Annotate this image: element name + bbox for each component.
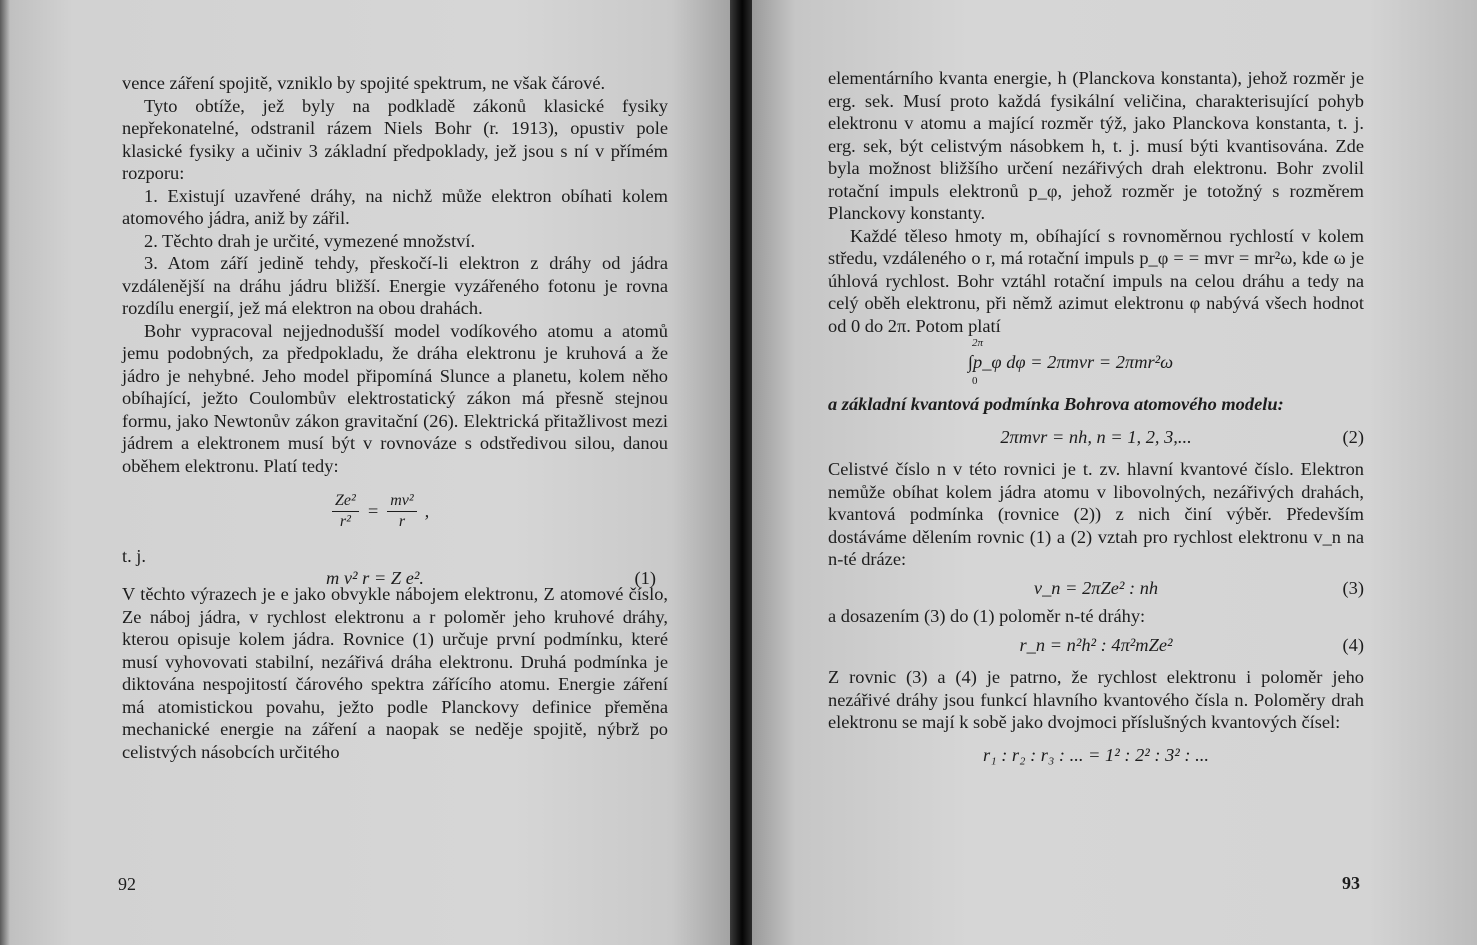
left-para-1: vence záření spojitě, vzniklo by spojité spektrum, ne však čárové. (122, 73, 606, 93)
left-para-3: Bohr vypracoval nejjednodušší model vodíkového atomu a atomů jemu podobných, za předpokladu, že dráha elektronu je kruhová a že jádro je nehybné. Jeho model připomíná Slunce a planetu, kolem něho obíhající, ježto Coulombův elektrostatický zákon má přesně stejnou formu, jako Newtonův zákon gravitační (26). Elektrická přitažlivost mezi jádrem a elektronem musí být v rovnováze s odstředivou silou, danou oběhem elektronu. Platí tedy: (122, 320, 668, 476)
right-page-text (828, 67, 1364, 766)
integral-lower-limit: 0 (972, 375, 978, 387)
left-item-1: 1. Existují uzavřené dráhy, na nichž může elektron obíhati kolem atomového jádra, aniž by zářil. (122, 185, 668, 228)
equation-1-row (122, 537, 668, 588)
right-para-1: elementárního kvanta energie, h (Planckova konstanta), jehož rozměr je erg. sek. Musí proto každá fysikální veličina, charakterisující pohyb elektronu v atomu a mající rozměr týž, jako Planckova konstanta, t. j. erg. sek, být celistvým násobkem h, t. j. musí býti kvantisována. Zde byla možnost bližšího určení nezářivých drah elektronu. Bohr zvolil rotační impuls elektronů p_φ, jehož rozměr je totožný s rozměrem Planckovy konstanty. (828, 68, 1364, 223)
equation-2: 2πmvr = nh, n = 1, 2, 3,... (2) (1000, 426, 1364, 447)
equation-2-number: (2) (1342, 426, 1364, 447)
left-para-2: Tyto obtíže, jež byly na podkladě zákonů klasické fysiky nepřekonatelné, odstranil rázem Niels Bohr (r. 1913), opustiv pole klasické fysiky a učiniv 3 základní předpoklady, jež jsou s ní v přímém rozporu: (122, 95, 668, 183)
integral-expression: ∫p_φ dφ = 2πmvr = 2πmr²ω (968, 352, 1174, 372)
left-item-2: 2. Těchto drah je určité, vymezené množství. (144, 230, 476, 251)
right-para-3: Celistvé číslo n v této rovnici je t. zv. hlavní kvantové číslo. Elektron nemůže obíhat kolem jádra atomu v libovolných, nezářivých drahách, kvantová podmínka (rovnice (2)) z nich činí výběr. Především dostáváme dělením rovnic (1) a (2) vztah pro rychlost elektronu v_n na n-té dráze: (828, 459, 1364, 569)
integral-upper-limit: 2π (972, 337, 984, 349)
right-para-4: a dosazením (3) do (1) poloměr n-té dráhy: (828, 606, 1146, 626)
left-para-4: V těchto výrazech je e jako obvykle nábojem elektronu, Z atomové číslo, Ze náboj jádra, v rychlost elektronu a r poloměr jeho kruhové dráhy, kterou opisuje kolem jádra. Rovnice (1) určuje první podmínku, které musí vyhovovati stabilní, nezářivá dráha elektronu. Druhá podmínka je diktována nespojitostí čárového spektra zářícího atomu. Energie záření má atomistickou povahu, ježto podle Planckovy definice přeměna mechanické energie na záření a naopak se neděje spojitě, nýbrž po celistvých násobcích určitého (122, 584, 668, 762)
quantum-condition-intro: a základní kvantová podmínka Bohrova atomového modelu: (828, 394, 1284, 414)
integral-equation (828, 339, 1364, 387)
fraction-right: $\frac{\text{mv²}}{r}$ (387, 491, 416, 532)
left-item-3: 3. Atom září jedině tehdy, přeskočí-li elektron z dráhy od jádra vzdálenější na dráhu jádru bližší. Energie vyzářeného fotonu je rovna rozdílu energií, jež má elektron na obou drahách. (122, 253, 668, 318)
book-gutter (730, 0, 752, 945)
coulomb-equation (122, 485, 668, 537)
equation-1-number: (1) (634, 568, 656, 588)
left-page-text (122, 72, 668, 763)
left-page (0, 0, 730, 945)
equation-3-number: (3) (1342, 577, 1364, 598)
equation-4-number: (4) (1342, 634, 1364, 655)
right-page-number: 93 (1342, 873, 1360, 893)
equation-4: r_n = n²h² : 4π²mZe² (4) (1019, 634, 1364, 655)
right-para-5: Z rovnic (3) a (4) je patrno, že rychlost elektronu i poloměr jeho nezářivé dráhy jsou funkcí hlavního kvantového čísla n. Poloměry drah elektronu se mají k sobě jako dvojmoci příslušných kvantových čísel: (828, 667, 1364, 732)
tj-label: t. j. (122, 546, 147, 566)
left-page-number: 92 (118, 874, 136, 894)
equation-3: v_n = 2πZe² : nh (3) (1033, 577, 1364, 598)
equation-5: r₁ : r₂ : r₃ : ... = 1² : 2² : 3² : ... (983, 744, 1209, 765)
equation-1: m v² r = Z e². (326, 568, 425, 588)
fraction-left: $\frac{\text{Ze²}}{\text{r²}}$ (332, 491, 359, 532)
right-para-2: Každé těleso hmoty m, obíhající s rovnoměrnou rychlostí v kolem středu, vzdáleného o r, má rotační impuls p_φ = = mvr = mr²ω, kde ω je úhlová rychlost. Bohr vztáhl rotační impuls na celou dráhu a tedy na celý oběh elektronu, při němž azimut elektronu φ nabývá všech hodnot od 0 do 2π. Potom platí (828, 225, 1364, 336)
right-page (752, 0, 1477, 945)
fraction-end: , (424, 500, 430, 521)
page-edge-shadow (0, 0, 10, 945)
equals-sign: = (366, 500, 380, 521)
